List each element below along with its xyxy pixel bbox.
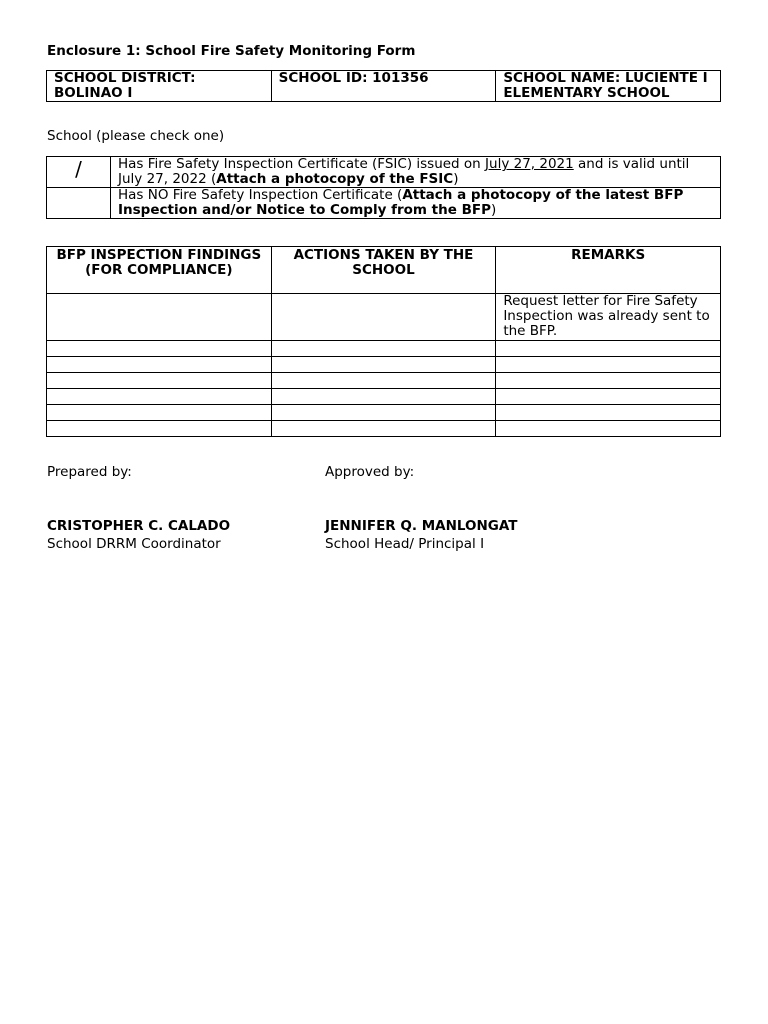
table-row (47, 405, 721, 421)
school-info-table (46, 70, 721, 102)
check-prompt: School (please check one) (47, 128, 225, 144)
table-row (47, 389, 721, 405)
option-text-c: ) (453, 171, 459, 187)
option-text-a: Has Fire Safety Inspection Certificate (FSIC) issued on (118, 156, 486, 172)
remarks-cell[interactable] (496, 421, 721, 437)
findings-cell[interactable] (47, 421, 272, 437)
school-name-cell: SCHOOL NAME: LUCIENTE I ELEMENTARY SCHOOL (496, 71, 721, 102)
fsic-options-table (46, 156, 721, 219)
form-title: Enclosure 1: School Fire Safety Monitoring Form (47, 43, 416, 59)
actions-cell[interactable] (271, 421, 496, 437)
school-district-cell: SCHOOL DISTRICT: BOLINAO I (47, 71, 272, 102)
actions-cell[interactable] (271, 294, 496, 341)
fsic-option-none-text (111, 188, 721, 219)
findings-cell[interactable] (47, 357, 272, 373)
option-bold-note: Attach a photocopy of the FSIC (216, 171, 454, 187)
fsic-option-has (47, 157, 721, 188)
actions-cell[interactable] (271, 405, 496, 421)
findings-header-actions: ACTIONS TAKEN BY THE SCHOOL (271, 247, 496, 294)
table-row (47, 341, 721, 357)
findings-header-findings: BFP INSPECTION FINDINGS (FOR COMPLIANCE) (47, 247, 272, 294)
remarks-cell[interactable]: Request letter for Fire Safety Inspection was already sent to the BFP. (496, 294, 721, 341)
fsic-option-has-text (111, 157, 721, 188)
remarks-cell[interactable] (496, 389, 721, 405)
school-id-cell: SCHOOL ID: 101356 (271, 71, 496, 102)
option-bold-note: Attach a photocopy of the latest BFP Inspection and/or Notice to Comply from the BFP (118, 187, 684, 218)
fsic-option-none (47, 188, 721, 219)
findings-cell[interactable] (47, 389, 272, 405)
findings-cell[interactable] (47, 405, 272, 421)
remarks-cell[interactable] (496, 357, 721, 373)
findings-table (46, 246, 721, 437)
table-row (47, 357, 721, 373)
check-mark-cell-has[interactable]: / (47, 157, 111, 188)
table-row (47, 373, 721, 389)
preparer-name: CRISTOPHER C. CALADO (47, 518, 231, 534)
actions-cell[interactable] (271, 373, 496, 389)
remarks-cell[interactable] (496, 373, 721, 389)
approved-by-label: Approved by: (325, 464, 415, 480)
findings-cell[interactable] (47, 373, 272, 389)
option-text-c: ) (490, 202, 497, 218)
actions-cell[interactable] (271, 389, 496, 405)
option-text-b: and is valid until July 27, 2022 ( (118, 156, 690, 187)
findings-cell[interactable] (47, 294, 272, 341)
prepared-by-block (47, 464, 230, 552)
findings-header-remarks: REMARKS (496, 247, 721, 294)
option-text-a: Has NO Fire Safety Inspection Certificate ( (118, 187, 403, 203)
approver-name: JENNIFER Q. MANLONGAT (325, 518, 518, 534)
prepared-by-label: Prepared by: (47, 464, 132, 480)
findings-header-row (47, 247, 721, 294)
check-mark-cell-none[interactable] (47, 188, 111, 219)
table-row (47, 294, 721, 341)
school-info-row (47, 71, 721, 102)
table-row (47, 421, 721, 437)
remarks-cell[interactable] (496, 341, 721, 357)
approver-role: School Head/ Principal I (325, 536, 485, 552)
preparer-role: School DRRM Coordinator (47, 536, 221, 552)
actions-cell[interactable] (271, 341, 496, 357)
actions-cell[interactable] (271, 357, 496, 373)
approved-by-block (325, 464, 517, 552)
findings-cell[interactable] (47, 341, 272, 357)
date-issued: July 27, 2021 (485, 156, 574, 172)
remarks-cell[interactable] (496, 405, 721, 421)
